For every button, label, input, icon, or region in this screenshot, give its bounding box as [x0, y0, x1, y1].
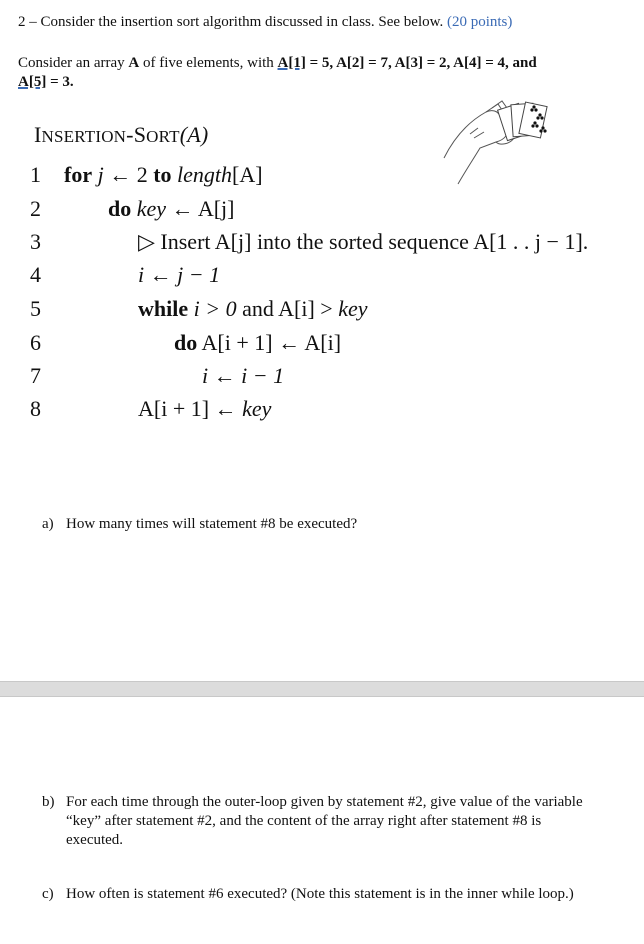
- question-c-text: How often is statement #6 executed? (Note this statement is in the inner while loop.): [66, 886, 574, 902]
- question-c: [42, 885, 602, 925]
- l5-mid2: A[i] >: [273, 296, 339, 321]
- line-number-8: 8: [30, 396, 41, 421]
- code-line-2: [108, 196, 235, 222]
- l5-mid: i > 0: [188, 296, 243, 321]
- line-number-4: 4: [30, 262, 41, 287]
- algorithm-title: [34, 122, 208, 148]
- title-param: (A): [179, 122, 209, 147]
- l1-end: [A]: [232, 162, 263, 187]
- title-smallcaps-2: ORT: [146, 127, 180, 146]
- var-j: j: [97, 162, 104, 187]
- hand-cards-illustration: [440, 98, 552, 188]
- heading-text: 2 – Consider the insertion sort algorithm discussed in class. See below.: [18, 14, 444, 30]
- intro-assign-5: A[5]: [18, 74, 47, 90]
- intro-assign-1: A[1]: [277, 55, 306, 71]
- intro-middle: of five elements, with: [139, 55, 278, 71]
- code-line-5: [138, 296, 368, 322]
- l6-end: A[i + 1] ← A[i]: [197, 330, 342, 355]
- intro-end: = 3.: [46, 74, 74, 90]
- keyword-do-inner: do: [174, 330, 198, 355]
- keyword-to: to: [153, 162, 172, 187]
- code-line-6: [174, 330, 341, 356]
- code-line-3: ▷ Insert A[j] into the sorted sequence A[1 . . j − 1].: [138, 229, 589, 254]
- question-c-label: c): [42, 886, 54, 902]
- intro-prefix: Consider an array: [18, 55, 129, 71]
- line-number-2: 2: [30, 196, 41, 221]
- intro-rest: = 5, A[2] = 7, A[3] = 2, A[4] = 4, and: [305, 55, 537, 71]
- keyword-for: for: [64, 162, 93, 187]
- title-cap-1: I: [34, 122, 42, 147]
- keyword-do: do: [108, 196, 132, 221]
- title-smallcaps-1: NSERTION: [41, 127, 127, 146]
- fn-length: length: [177, 162, 233, 187]
- question-b-label: b): [42, 794, 55, 810]
- problem-intro: [18, 54, 618, 92]
- l8-start: A[i + 1] ←: [138, 396, 243, 421]
- title-cap-2: S: [133, 122, 147, 147]
- l1-mid: ← 2: [103, 162, 154, 187]
- title-dash: -: [126, 122, 134, 147]
- keyword-and: and: [242, 296, 274, 321]
- question-a-label: a): [42, 516, 54, 532]
- l4-text: i ← j − 1: [138, 262, 221, 287]
- line-number-6: 6: [30, 330, 41, 355]
- intro-array-name: A: [128, 55, 140, 71]
- page-divider: [0, 681, 644, 697]
- line-number-5: 5: [30, 296, 41, 321]
- hand-cards-icon: [440, 98, 552, 188]
- code-line-8: [138, 396, 271, 422]
- problem-heading: [18, 14, 512, 31]
- question-b: [42, 793, 602, 853]
- code-line-7: [202, 363, 284, 389]
- question-b-text: For each time through the outer-loop given by statement #2, give value of the variable “key” after statement #2, and the content of the array right after statement #8 is executed.: [66, 794, 583, 848]
- keyword-while: while: [138, 296, 189, 321]
- l8-var-key: key: [242, 396, 272, 421]
- l5-var-key: key: [338, 296, 368, 321]
- line-number-3: 3: [30, 229, 41, 254]
- line-number-7: 7: [30, 363, 41, 388]
- l2-end: ← A[j]: [166, 196, 235, 221]
- code-line-4: [138, 262, 220, 288]
- code-line-1: [64, 162, 263, 188]
- question-a-text: How many times will statement #8 be executed?: [66, 516, 358, 532]
- l7-text: i ← i − 1: [202, 363, 285, 388]
- var-key: key: [136, 196, 167, 221]
- question-a: [42, 515, 602, 535]
- line-number-1: 1: [30, 162, 41, 187]
- points-label: (20 points): [446, 14, 513, 30]
